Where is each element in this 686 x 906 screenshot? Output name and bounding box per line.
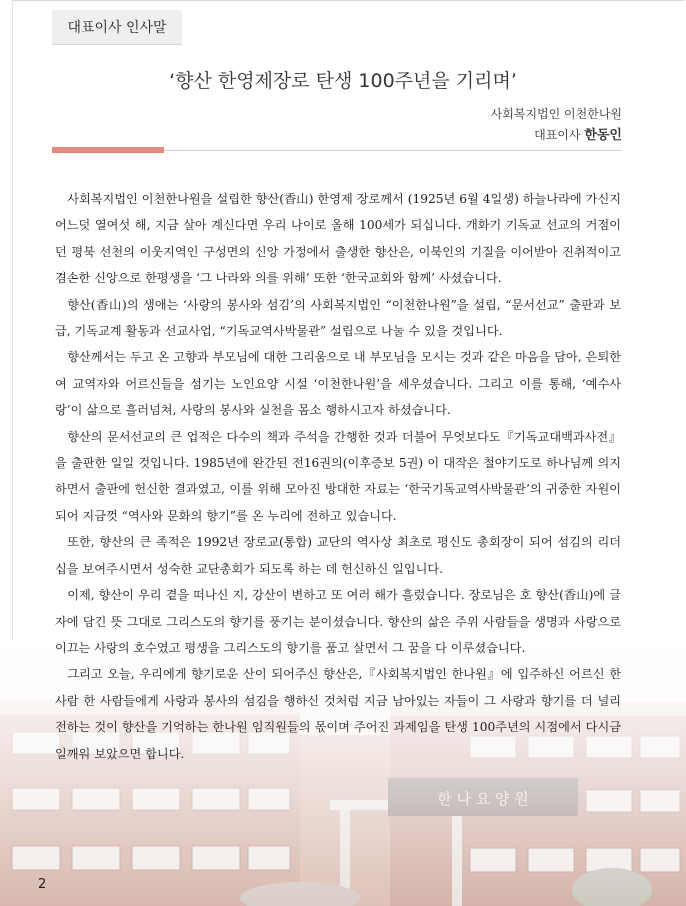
author-role: 대표이사: [534, 128, 581, 142]
author-organization: 사회복지법인 이천한나원: [490, 107, 622, 121]
title-divider-accent: [52, 147, 164, 153]
author-line: [491, 125, 622, 146]
article-title: ‘향산 한영제장로 탄생 100주년을 기리며’: [169, 70, 517, 92]
section-label: 대표이사 인사말: [52, 10, 182, 45]
paragraph: 향산께서는 두고 온 고향과 부모님에 대한 그리움으로 내 부모님을 모시는 것과 같은 마음을 담아, 은퇴한 여 교역자와 어르신들을 섬기는 노인요양 시설 ‘이천한나원’을 세우셨습니다. 그리고 이를 통해, ‘예수사랑’이 삶으로 흘러넘쳐, 사랑의 봉사와 실천을 몸소 행하시고자 하셨습니다.: [55, 350, 621, 418]
author-name: 한동인: [584, 128, 622, 143]
article-body: [55, 186, 621, 767]
top-border: [12, 0, 684, 1]
paragraph: 그리고 오늘, 우리에게 향기로운 산이 되어주신 향산은,『사회복지법인 한나원』에 입주하신 어르신 한 사람 한 사람들에게 사랑과 봉사의 섬김을 행하신 것처럼 지금 남아있는 자들이 그 사랑과 향기를 더 널리 전하는 것이 향산을 기억하는 한나원 임직원들의 몫이며 주어진 과제임을 탄생 100주년의 시점에서 다시금 일깨워 보았으면 합니다.: [55, 667, 621, 761]
paragraph: 또한, 향산의 큰 족적은 1992년 장로교(통합) 교단의 역사상 최초로 평신도 총회장이 되어 섬김의 리더십을 보여주시면서 성숙한 교단총회가 되도록 하는 데 헌신하신 일입니다.: [55, 535, 621, 576]
paragraph: 사회복지법인 이천한나원을 설립한 향산(香山) 한영제 장로께서 (1925년 6월 4일생) 하늘나라에 가신지 어느덧 열여섯 해, 지금 살아 계신다면 우리 나이로 올해 100세가 되십니다. 개화기 기독교 선교의 거점이던 평북 선천의 이웃지역인 구성면의 신앙 가정에서 출생한 향산은, 이북인의 기질을 이어받아 진취적이고 겸손한 신앙으로 한평생을 ‘그 나라와 의를 위해’ 또한 ‘한국교회와 함께’ 사셨습니다.: [55, 192, 621, 286]
paragraph: 향산의 문서선교의 큰 업적은 다수의 책과 주석을 간행한 것과 더불어 무엇보다도『기독교대백과사전』을 출판한 일일 것입니다. 1985년에 완간된 전16권의(이후증보 5권) 이 대작은 철야기도로 하나님께 의지하면서 출판에 헌신한 결과였고, 이를 위해 모아진 방대한 자료는 ‘한국기독교역사박물관’의 귀중한 자원이 되어 지금껏 “역사와 문화의 향기”를 온 누리에 전하고 있습니다.: [55, 429, 621, 523]
byline: [491, 104, 622, 146]
page-number: 2: [38, 877, 47, 892]
paragraph: 이제, 향산이 우리 곁을 떠나신 지, 강산이 변하고 또 여러 해가 흘렀습니다. 장로님은 호 향산(香山)에 글자에 담긴 뜻 그대로 그리스도의 향기를 풍기는 분이셨습니다. 향산의 삶은 주위 사람들을 생명과 사랑으로 이끄는 사랑의 호수였고 평생을 그리스도의 향기를 품고 살면서 그 꿈을 다 이루셨습니다.: [55, 588, 621, 655]
paragraph: 향산(香山)의 생애는 ‘사랑의 봉사와 섬김’의 사회복지법인 “이천한나원”을 설립, “문서선교” 출판과 보급, 기독교계 활동과 선교사업, “기독교역사박물관” 설립으로 나눌 수 있을 것입니다.: [55, 297, 621, 339]
